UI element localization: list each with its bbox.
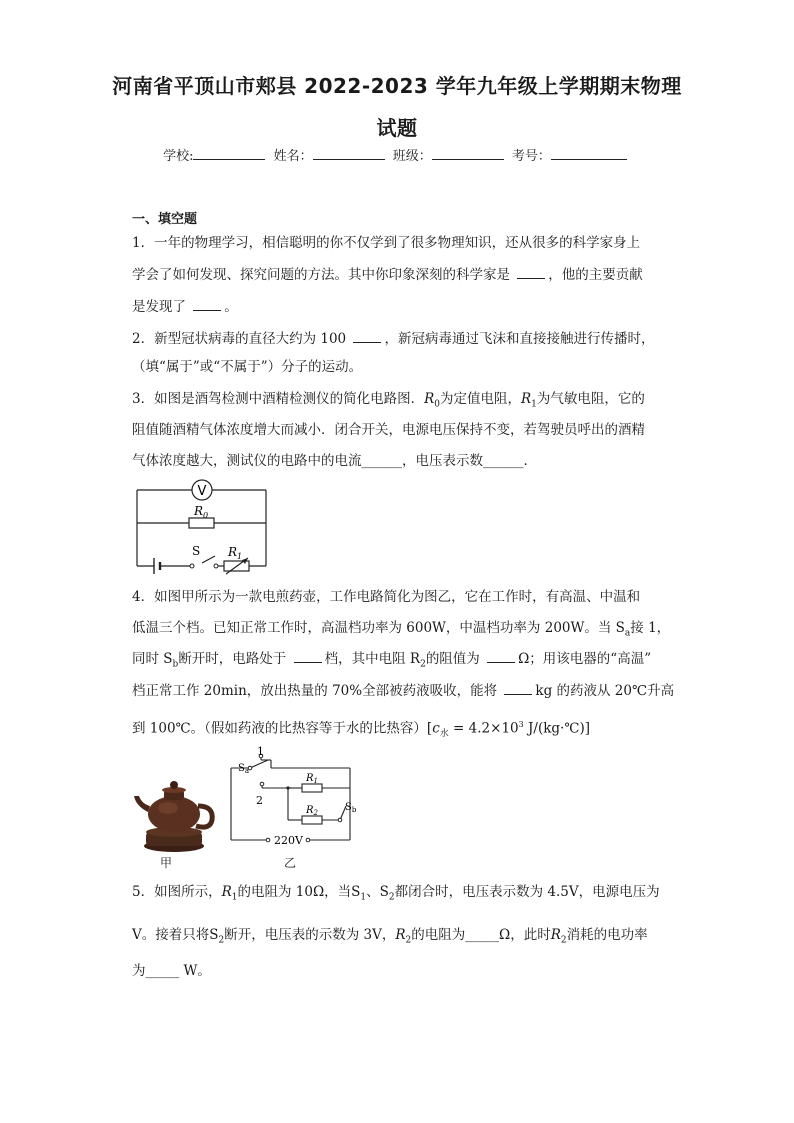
sa-label: $S_a$ xyxy=(238,763,250,775)
q4-line5 xyxy=(132,716,590,743)
r1-label: $R_1$ xyxy=(306,773,318,785)
q1-line2 xyxy=(132,266,643,284)
r0-label: $R_0$ xyxy=(194,504,209,520)
q5-r2: R xyxy=(395,927,406,943)
q4-text-k: = 4.2×10 xyxy=(448,720,519,737)
q4-c-sub: 水 xyxy=(439,729,449,740)
r2-label: $R_2$ xyxy=(306,805,318,817)
voltmeter-label: V xyxy=(197,484,207,499)
q5-r1: R xyxy=(221,884,232,900)
q5-s2-sub: 2 xyxy=(388,892,395,903)
q4-text-e: 档，其中电阻 R xyxy=(324,651,421,667)
q5-text-a: 5．如图所示， xyxy=(132,884,222,900)
q5-r2b: R xyxy=(550,927,561,943)
q3-line1 xyxy=(132,390,645,414)
q3-r0-sub: 0 xyxy=(434,399,440,410)
q3-r1: R xyxy=(521,391,532,407)
q3-line3: 气体浓度越大，测试仪的电路中的电流______，电压表示数______． xyxy=(132,453,537,469)
q1-text-a: 学会了如何发现、探究问题的方法。其中你印象深刻的科学家是 xyxy=(132,267,510,283)
sa-contact-2 xyxy=(260,782,264,786)
q5-r1-sub: 1 xyxy=(231,892,238,903)
q1-text-d: 。 xyxy=(224,299,238,315)
junction-dot xyxy=(286,786,289,789)
q2-text-b: ，新冠病毒通过飞沫和直接接触进行传播时， xyxy=(384,331,655,347)
exam-no-label: 考号： xyxy=(511,149,551,164)
page-title: 河南省平顶山市郏县 2022-2023 学年九年级上学期期末物理 xyxy=(112,74,682,98)
q5-text-e: V。接着只将S xyxy=(132,927,219,943)
q4-text-i: kg 的药液从 20℃升高 xyxy=(535,683,675,699)
r1-label: $R_1$ xyxy=(228,545,243,561)
caption-yi: 乙 xyxy=(284,856,297,870)
q5-r2-sub: 2 xyxy=(405,935,412,946)
q1-text-c: 是发现了 xyxy=(132,299,186,315)
q5-s2b-sub: 2 xyxy=(218,935,225,946)
q4-blank-gear[interactable] xyxy=(294,650,322,663)
section-heading: 一、填空题 xyxy=(132,212,198,227)
q5-text-f: 断开，电压表的示数为 3V， xyxy=(224,927,396,943)
switch-contact-right xyxy=(214,564,218,568)
page-title-line2: 试题 xyxy=(376,116,418,140)
q5-text-d: 都闭合时，电压表示数为 4.5V，电源电压为 xyxy=(394,884,660,900)
q4-circuit-diagram xyxy=(228,746,363,846)
class-label: 班级： xyxy=(392,149,432,164)
q4-text-a: 低温三个档。已知正常工作时，高温档功率为 600W，中温档功率为 200W。当 S xyxy=(132,620,625,636)
q4-exp: 3 xyxy=(518,720,524,729)
q2-text-a: 2．新型冠状病毒的直径大约为 100 xyxy=(132,331,347,347)
q2-line1 xyxy=(132,330,654,348)
q4-text-j: 到 100℃。（假如药液的比热容等于水的比热容）[ xyxy=(132,720,433,737)
q4-text-h: 档正常工作 20min，放出热量的 70%全部被药液吸收，能将 xyxy=(132,683,498,699)
school-label: 学校: xyxy=(163,149,194,164)
q2-line2: （填“属于”或“不属于”）分子的运动。 xyxy=(132,359,363,375)
q1-line1: 1．一年的物理学习，相信聪明的你不仅学到了很多物理知识，还从很多的科学家身上 xyxy=(132,235,641,251)
q2-blank-unit[interactable] xyxy=(353,330,381,343)
q5-text-b: 的电阻为 10Ω，当S xyxy=(237,884,361,900)
q1-blank-discovery[interactable] xyxy=(193,298,221,311)
q5-s1-sub: 1 xyxy=(360,892,367,903)
q4-text-l: J/(kg·℃)] xyxy=(523,720,590,737)
caption-jia: 甲 xyxy=(160,856,173,870)
school-blank[interactable] xyxy=(193,147,265,160)
q1-blank-scientist[interactable] xyxy=(517,266,545,279)
q4-line3 xyxy=(132,650,651,674)
q5-line1 xyxy=(132,883,660,907)
exam-no-blank[interactable] xyxy=(551,147,627,160)
q4-line4 xyxy=(132,682,674,700)
q4-line2 xyxy=(132,619,670,643)
q4-text-f: 的阻值为 xyxy=(425,651,480,667)
q4-text-c: 同时 S xyxy=(132,651,173,667)
voltage-label: 220V xyxy=(274,834,303,847)
class-blank[interactable] xyxy=(432,147,504,160)
q4-r2-sub: 2 xyxy=(420,659,426,670)
q3-circuit-diagram xyxy=(130,478,275,578)
q5-text-g: 的电阻为_____Ω，此时 xyxy=(411,927,551,943)
q5-text-c: 、S xyxy=(366,884,389,900)
q1-text-b: ，他的主要贡献 xyxy=(548,267,643,283)
name-label: 姓名： xyxy=(273,149,313,164)
q3-text-b: 为定值电阻， xyxy=(440,391,521,407)
q5-line2 xyxy=(132,926,648,950)
name-blank[interactable] xyxy=(313,147,385,160)
q5-line3: 为_____ W。 xyxy=(132,963,211,979)
q4-sa-sub: a xyxy=(624,628,631,639)
student-info-line xyxy=(0,145,794,164)
q3-line2: 阻值随酒精气体浓度增大而减小．闭合开关，电源电压保持不变，若驾驶员呼出的酒精 xyxy=(132,422,645,438)
q4-line1: 4．如图甲所示为一款电煎药壶，工作电路简化为图乙，它在工作时，有高温、中温和 xyxy=(132,589,641,605)
q5-r2b-sub: 2 xyxy=(560,935,567,946)
contact-1-label: 1 xyxy=(257,745,264,758)
q4-c: c xyxy=(432,720,440,737)
sb-contact xyxy=(338,818,342,822)
switch-contact-left xyxy=(190,564,194,568)
terminal-left xyxy=(266,838,270,842)
q4-sb-sub: b xyxy=(172,659,179,670)
q3-text-c: 为气敏电阻，它的 xyxy=(536,391,645,407)
q5-text-h: 消耗的电功率 xyxy=(566,927,648,943)
contact-2-label: 2 xyxy=(256,794,263,807)
sb-label: $S_b$ xyxy=(345,802,357,814)
q1-line3 xyxy=(132,298,238,316)
q3-text-a: 3．如图是酒驾检测中酒精检测仪的简化电路图． xyxy=(132,391,425,407)
q4-blank-resistance[interactable] xyxy=(487,650,515,663)
q4-text-b: 接 1， xyxy=(630,620,671,636)
q3-r0: R xyxy=(424,391,435,407)
teapot-image xyxy=(132,776,217,854)
terminal-right xyxy=(306,838,310,842)
switch-label: S xyxy=(192,544,201,558)
q4-text-d: 断开时，电路处于 xyxy=(178,651,287,667)
q4-text-g: Ω；用该电器的“高温” xyxy=(518,651,652,667)
q4-blank-mass[interactable] xyxy=(504,682,532,695)
q3-r1-sub: 1 xyxy=(531,399,537,410)
